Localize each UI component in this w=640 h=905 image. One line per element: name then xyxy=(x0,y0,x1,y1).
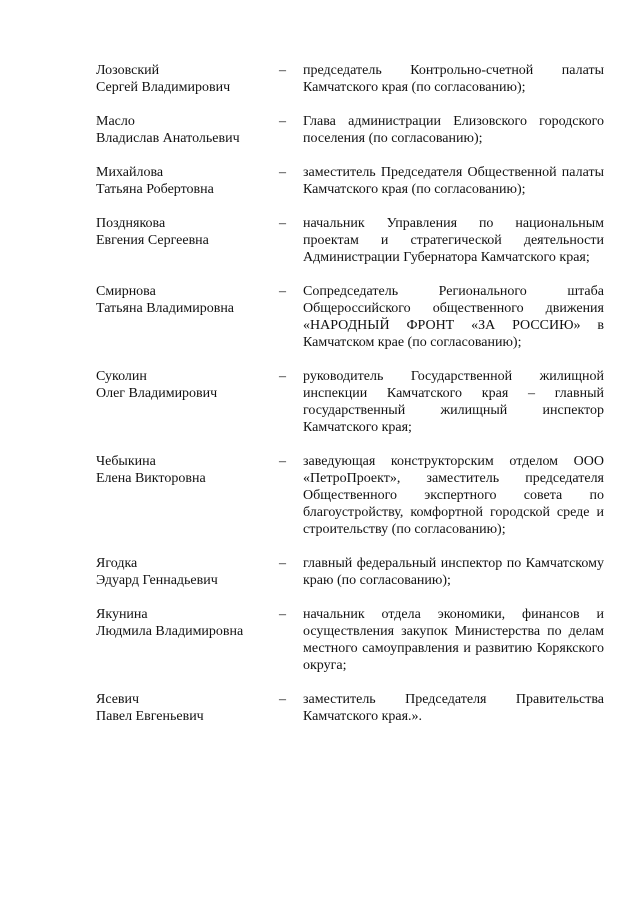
separator-dash: – xyxy=(279,692,286,707)
member-role: начальник Управления по национальным проектам и стратегической деятельности Администрации Губернатора Камчатского края; xyxy=(303,216,604,265)
member-name xyxy=(96,283,279,317)
separator-dash: – xyxy=(279,454,286,469)
member-surname: Якунина xyxy=(96,607,148,622)
separator-dash: – xyxy=(279,369,286,384)
member-surname: Чебыкина xyxy=(96,454,156,469)
member-surname: Ягодка xyxy=(96,556,138,571)
member-given-names: Евгения Сергеевна xyxy=(96,233,209,248)
member-role: председатель Контрольно-счетной палаты Камчатского края (по согласованию); xyxy=(303,63,604,95)
member-entry xyxy=(96,555,604,589)
separator-dash: – xyxy=(279,607,286,622)
member-entry xyxy=(96,215,604,266)
member-given-names: Олег Владимирович xyxy=(96,386,218,401)
separator-dash: – xyxy=(279,556,286,571)
member-surname: Позднякова xyxy=(96,216,166,231)
member-name xyxy=(96,62,279,96)
member-surname: Михайлова xyxy=(96,165,164,180)
member-entry xyxy=(96,606,604,674)
member-entry xyxy=(96,453,604,538)
separator-dash: – xyxy=(279,284,286,299)
member-entry xyxy=(96,368,604,436)
member-role: руководитель Государственной жилищной инспекции Камчатского края – главный государственный жилищный инспектор Камчатского края; xyxy=(303,369,604,435)
member-role: заведующая конструкторским отделом ООО «ПетроПроект», заместитель председателя Общественного экспертного совета по благоустройству, комфортной городской среде и строительству (по согласованию); xyxy=(303,454,604,537)
member-role: Глава администрации Елизовского городского поселения (по согласованию); xyxy=(303,114,604,146)
member-surname: Смирнова xyxy=(96,284,156,299)
member-given-names: Татьяна Владимировна xyxy=(96,301,235,316)
member-name xyxy=(96,113,279,147)
member-entry xyxy=(96,164,604,198)
member-surname: Суколин xyxy=(96,369,147,384)
separator-dash: – xyxy=(279,165,286,180)
member-given-names: Людмила Владимировна xyxy=(96,624,244,639)
member-name xyxy=(96,164,279,198)
member-surname: Масло xyxy=(96,114,135,129)
member-surname: Лозовский xyxy=(96,63,160,78)
member-entry xyxy=(96,283,604,351)
separator-dash: – xyxy=(279,63,286,78)
member-entry xyxy=(96,691,604,725)
member-role: заместитель Председателя Общественной палаты Камчатского края (по согласованию); xyxy=(303,165,604,197)
member-given-names: Елена Викторовна xyxy=(96,471,206,486)
member-given-names: Павел Евгеньевич xyxy=(96,709,204,724)
member-given-names: Сергей Владимирович xyxy=(96,80,231,95)
member-role: начальник отдела экономики, финансов и осуществления закупок Министерства по делам местного самоуправления и развитию Корякского округа; xyxy=(303,607,604,673)
member-name xyxy=(96,691,279,725)
member-entry xyxy=(96,62,604,96)
separator-dash: – xyxy=(279,114,286,129)
member-given-names: Владислав Анатольевич xyxy=(96,131,240,146)
member-given-names: Татьяна Робертовна xyxy=(96,182,214,197)
member-name xyxy=(96,215,279,249)
member-entry xyxy=(96,113,604,147)
member-surname: Ясевич xyxy=(96,692,140,707)
member-name xyxy=(96,606,279,640)
member-given-names: Эдуард Геннадьевич xyxy=(96,573,218,588)
member-role: главный федеральный инспектор по Камчатскому краю (по согласованию); xyxy=(303,556,604,588)
member-role: Сопредседатель Регионального штаба Общероссийского общественного движения «НАРОДНЫЙ ФРОНТ «ЗА РОССИЮ» в Камчатском крае (по согласованию); xyxy=(303,284,604,350)
member-name xyxy=(96,453,279,487)
member-role: заместитель Председателя Правительства Камчатского края.». xyxy=(303,692,604,724)
member-name xyxy=(96,368,279,402)
member-name xyxy=(96,555,279,589)
separator-dash: – xyxy=(279,216,286,231)
member-list xyxy=(96,62,604,742)
